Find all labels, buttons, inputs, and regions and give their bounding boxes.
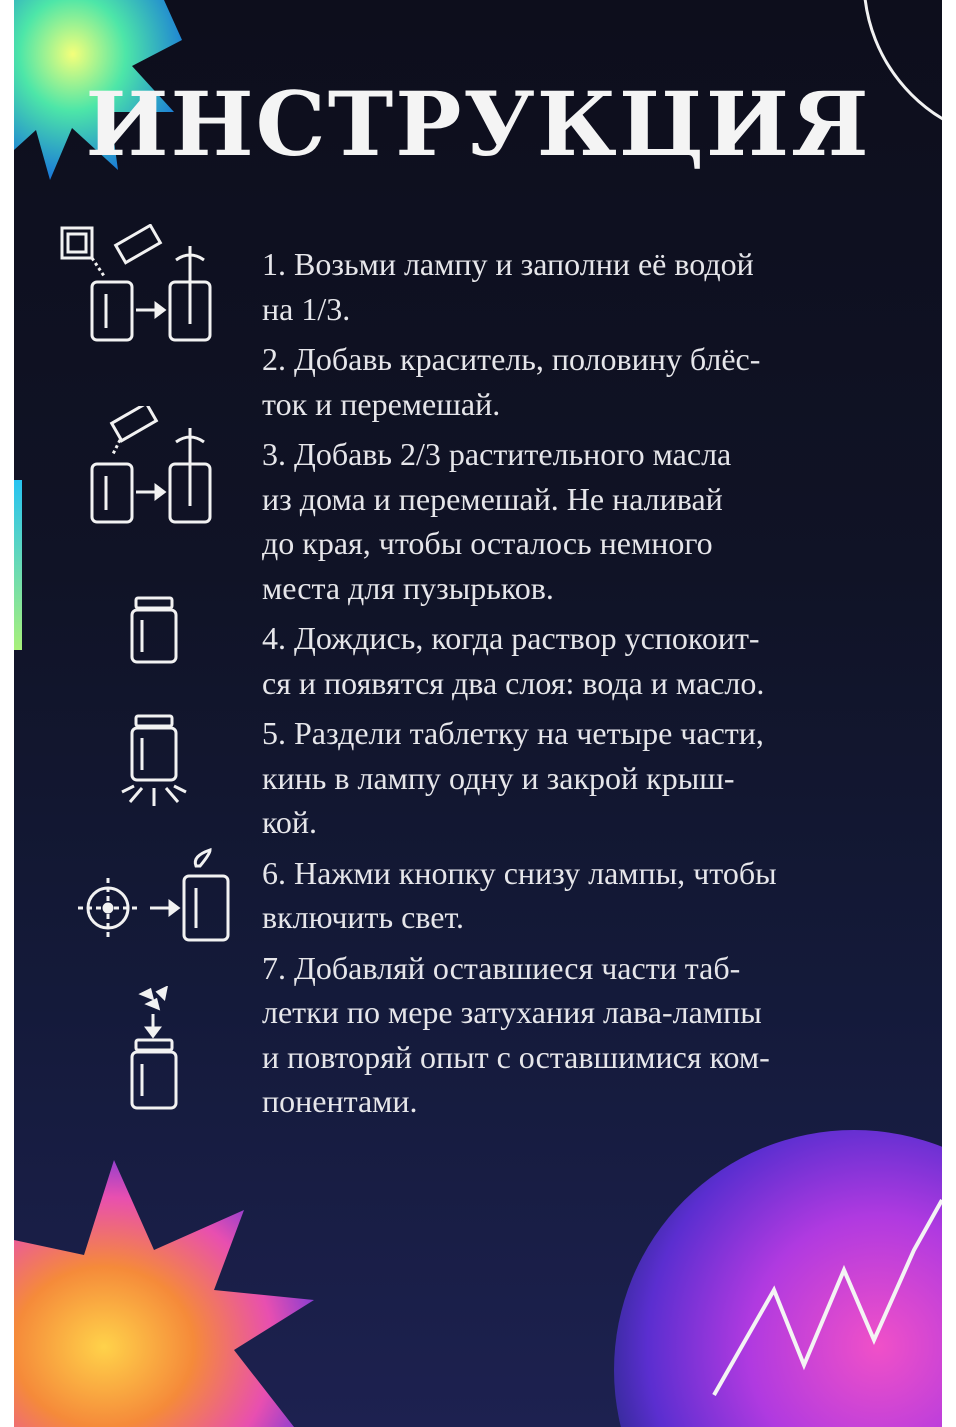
- step-line: ток и перемешай.: [262, 385, 501, 422]
- step-line: ся и появятся два слоя: вода и масло.: [262, 664, 765, 701]
- step-line: 6. Нажми кнопку снизу лампы, чтобы: [262, 854, 777, 891]
- step-line: включить свет.: [262, 899, 465, 935]
- star-bottom-left-shape: [14, 1160, 314, 1427]
- step-line: 5. Раздели таблетку на четыре части,: [262, 715, 764, 751]
- step-line: и повторяй опыт с оставшимися ком-: [262, 1038, 770, 1075]
- step-line: на 1/3.: [262, 290, 351, 327]
- step-line: места для пузырьков.: [262, 569, 554, 606]
- step-line: 4. Дождись, когда раствор успокоит-: [262, 620, 760, 656]
- step-line: из дома и перемешай. Не наливай: [262, 480, 723, 517]
- pour-powder-stir-icon: [58, 224, 228, 344]
- step-6: [262, 851, 922, 940]
- side-strip-shape: [14, 480, 22, 650]
- step-line: 3. Добавь 2/3 растительного масла: [262, 436, 732, 472]
- press-button-icon: [74, 846, 244, 946]
- page-title: ИНСТРУКЦИЯ: [85, 72, 871, 176]
- step-2: [262, 337, 922, 426]
- planet-shape: [614, 1130, 942, 1427]
- step-1: [262, 242, 922, 331]
- jar-settle-icon: [128, 596, 180, 664]
- step-line: 2. Добавь краситель, половину блёс-: [262, 341, 761, 377]
- jar-layers-icon: [118, 714, 190, 810]
- step-4: [262, 616, 922, 705]
- step-line: 7. Добавляй оставшиеся части таб-: [262, 949, 741, 986]
- step-3: [262, 432, 922, 610]
- step-line: 1. Возьми лампу и заполни её водой: [262, 246, 754, 282]
- steps-list: [262, 242, 922, 1130]
- step-line: кой.: [262, 804, 318, 840]
- step-7: [262, 946, 922, 1124]
- step-5: [262, 711, 922, 845]
- add-dye-stir-icon: [84, 406, 224, 526]
- step-line: кинь в лампу одну и закрой крыш-: [262, 759, 735, 796]
- step-line: до края, чтобы осталось немного: [262, 525, 713, 561]
- add-tablet-icon: [128, 986, 188, 1112]
- step-line: летки по мере затухания лава-лампы: [262, 994, 762, 1030]
- step-line: понентами.: [262, 1083, 418, 1119]
